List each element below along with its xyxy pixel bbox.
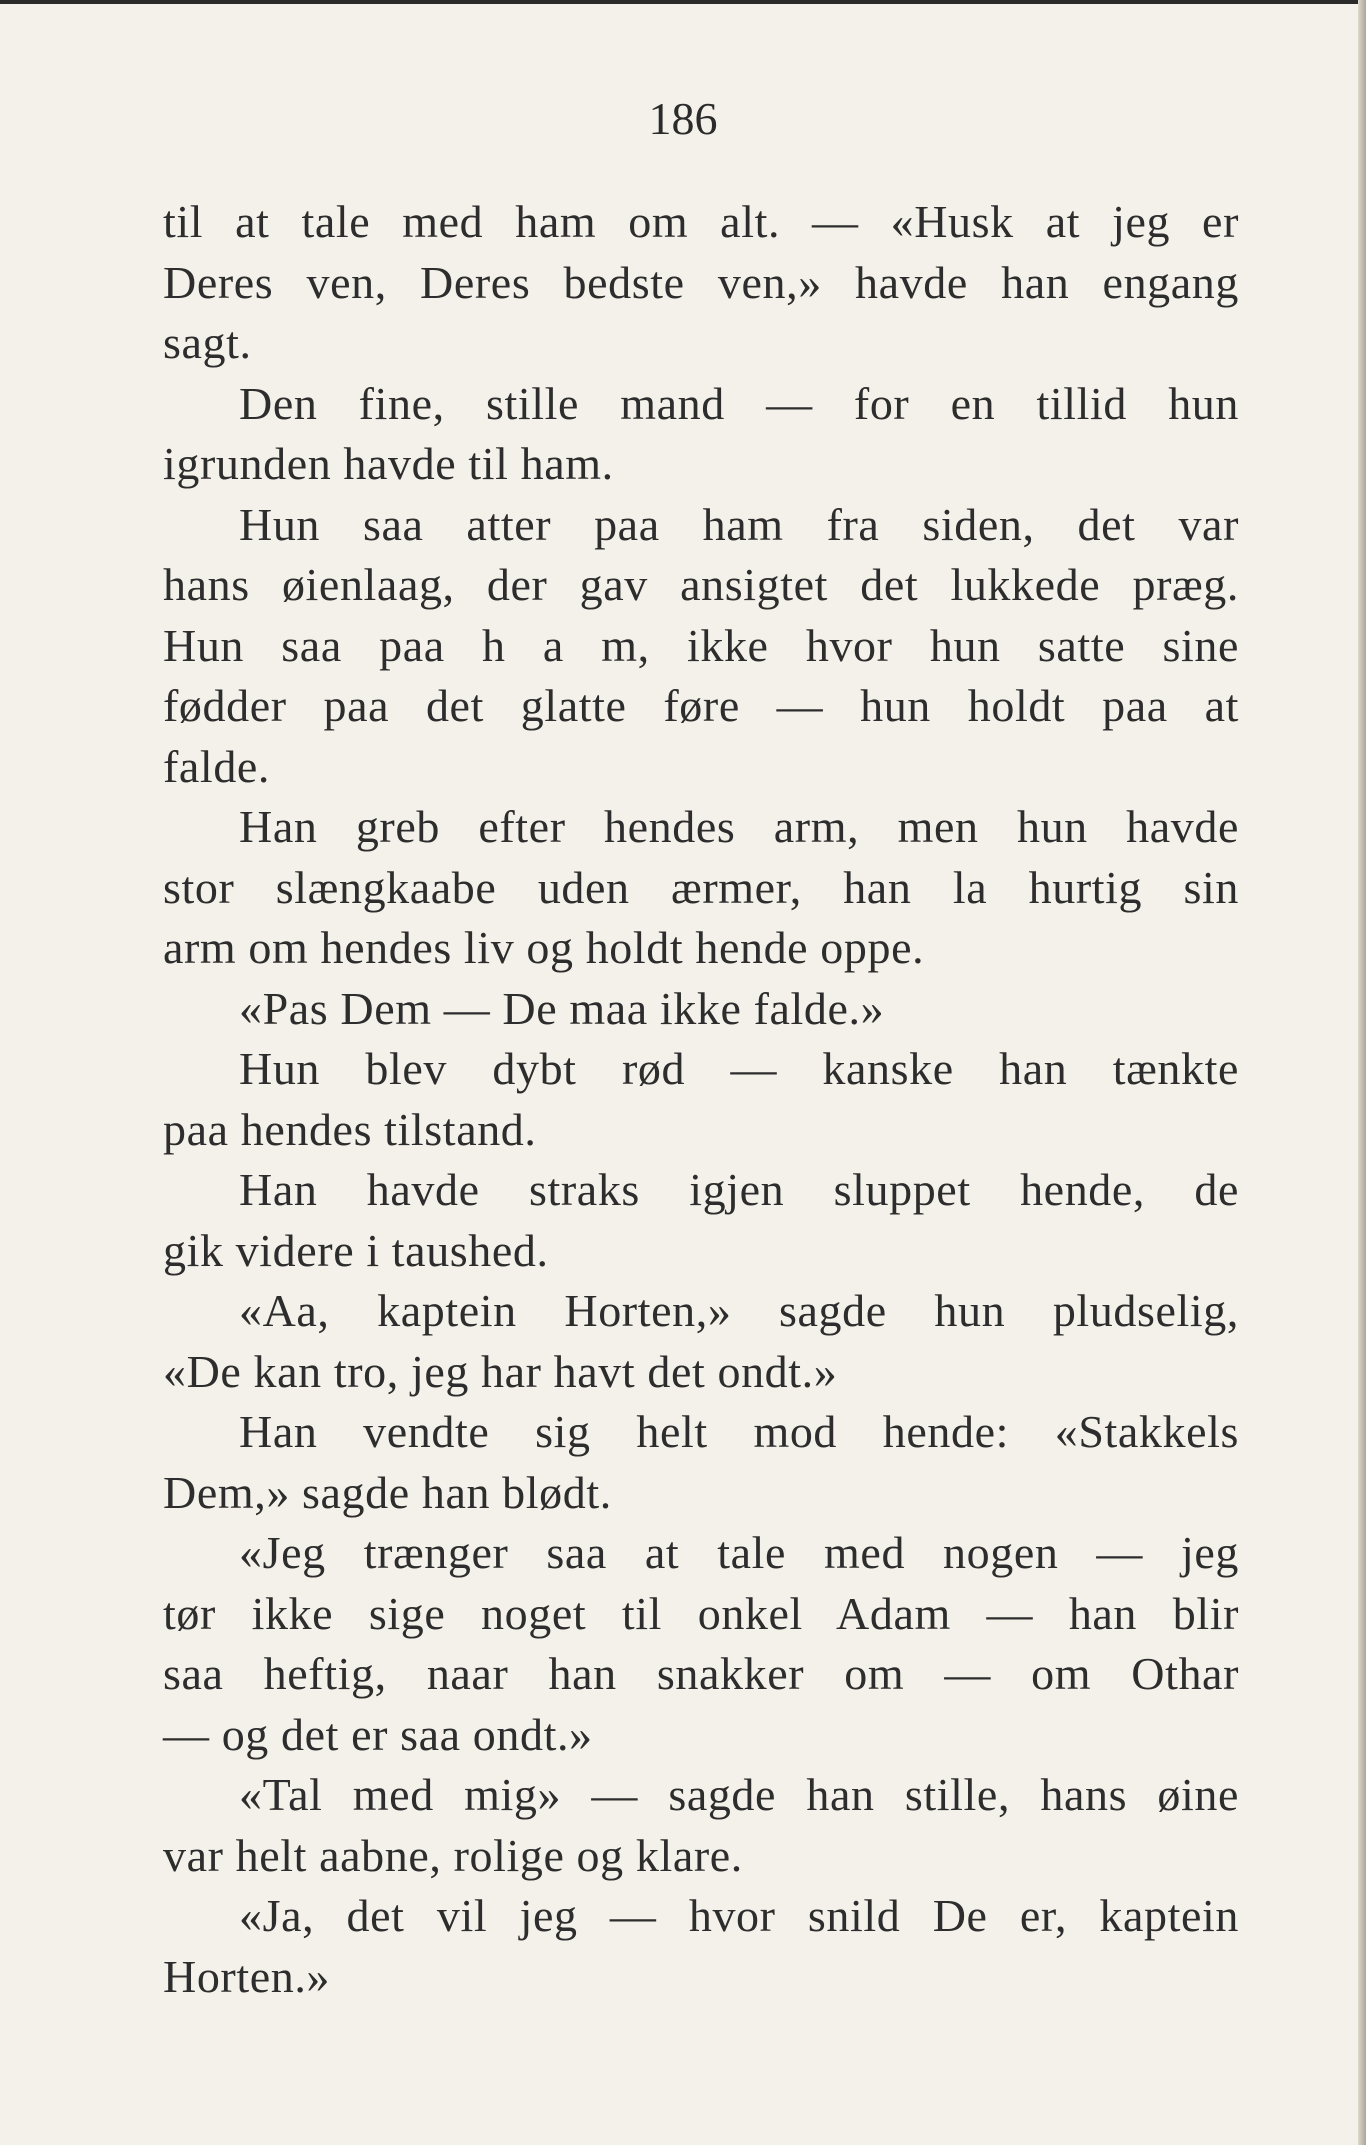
text-line: Den fine, stille mand — for en tillid hun bbox=[239, 377, 1239, 429]
text-line: «Jeg trænger saa at tale med nogen — jeg bbox=[239, 1527, 1239, 1578]
text-line: — og det er saa ondt.» bbox=[163, 1708, 593, 1760]
text-line: «De kan tro, jeg har havt det ondt.» bbox=[163, 1345, 838, 1397]
text-line: Hun saa atter paa ham fra siden, det var bbox=[239, 498, 1239, 550]
text-line: fødder paa det glatte føre — hun holdt paa at bbox=[163, 680, 1239, 731]
scan-right-edge bbox=[1358, 0, 1366, 2145]
text-line: Hun blev dybt rød — kanske han tænkte bbox=[239, 1043, 1239, 1094]
text-line: «Pas Dem — De maa ikke falde.» bbox=[239, 982, 885, 1034]
text-line: hans øienlaag, der gav ansigtet det lukkede præg. bbox=[163, 559, 1239, 610]
text-line: paa hendes tilstand. bbox=[163, 1103, 537, 1155]
text-line: tør ikke sige noget til onkel Adam — han blir bbox=[163, 1587, 1239, 1639]
text-line: igrunden havde til ham. bbox=[163, 438, 614, 489]
text-line: gik videre i taushed. bbox=[163, 1224, 549, 1276]
body-text bbox=[163, 192, 1239, 2007]
text-line: Hun saa paa h a m, ikke hvor hun satte sine bbox=[163, 619, 1239, 671]
text-line: sagt. bbox=[163, 317, 252, 368]
scan-top-edge bbox=[0, 0, 1366, 4]
text-line: Han greb efter hendes arm, men hun havde bbox=[239, 801, 1239, 852]
page-number: 186 bbox=[648, 93, 718, 144]
text-line: var helt aabne, rolige og klare. bbox=[163, 1829, 743, 1881]
text-line: «Ja, det vil jeg — hvor snild De er, kaptein bbox=[239, 1890, 1239, 1941]
text-line: Dem,» sagde han blødt. bbox=[163, 1466, 612, 1518]
text-line: Deres ven, Deres bedste ven,» havde han engang bbox=[163, 256, 1239, 308]
text-line: «Aa, kaptein Horten,» sagde hun pludselig, bbox=[239, 1285, 1239, 1336]
text-line: «Tal med mig» — sagde han stille, hans øine bbox=[239, 1769, 1239, 1820]
text-line: Han vendte sig helt mod hende: «Stakkels bbox=[239, 1406, 1239, 1457]
text-line: til at tale med ham om alt. — «Husk at jeg er bbox=[163, 196, 1239, 247]
text-line: saa heftig, naar han snakker om — om Othar bbox=[163, 1648, 1239, 1699]
text-line: arm om hendes liv og holdt hende oppe. bbox=[163, 922, 925, 973]
text-line: Han havde straks igjen sluppet hende, de bbox=[239, 1164, 1239, 1215]
text-line: Horten.» bbox=[163, 1950, 331, 2002]
text-line: stor slængkaabe uden ærmer, han la hurtig sin bbox=[163, 861, 1239, 913]
text-line: falde. bbox=[163, 740, 271, 792]
